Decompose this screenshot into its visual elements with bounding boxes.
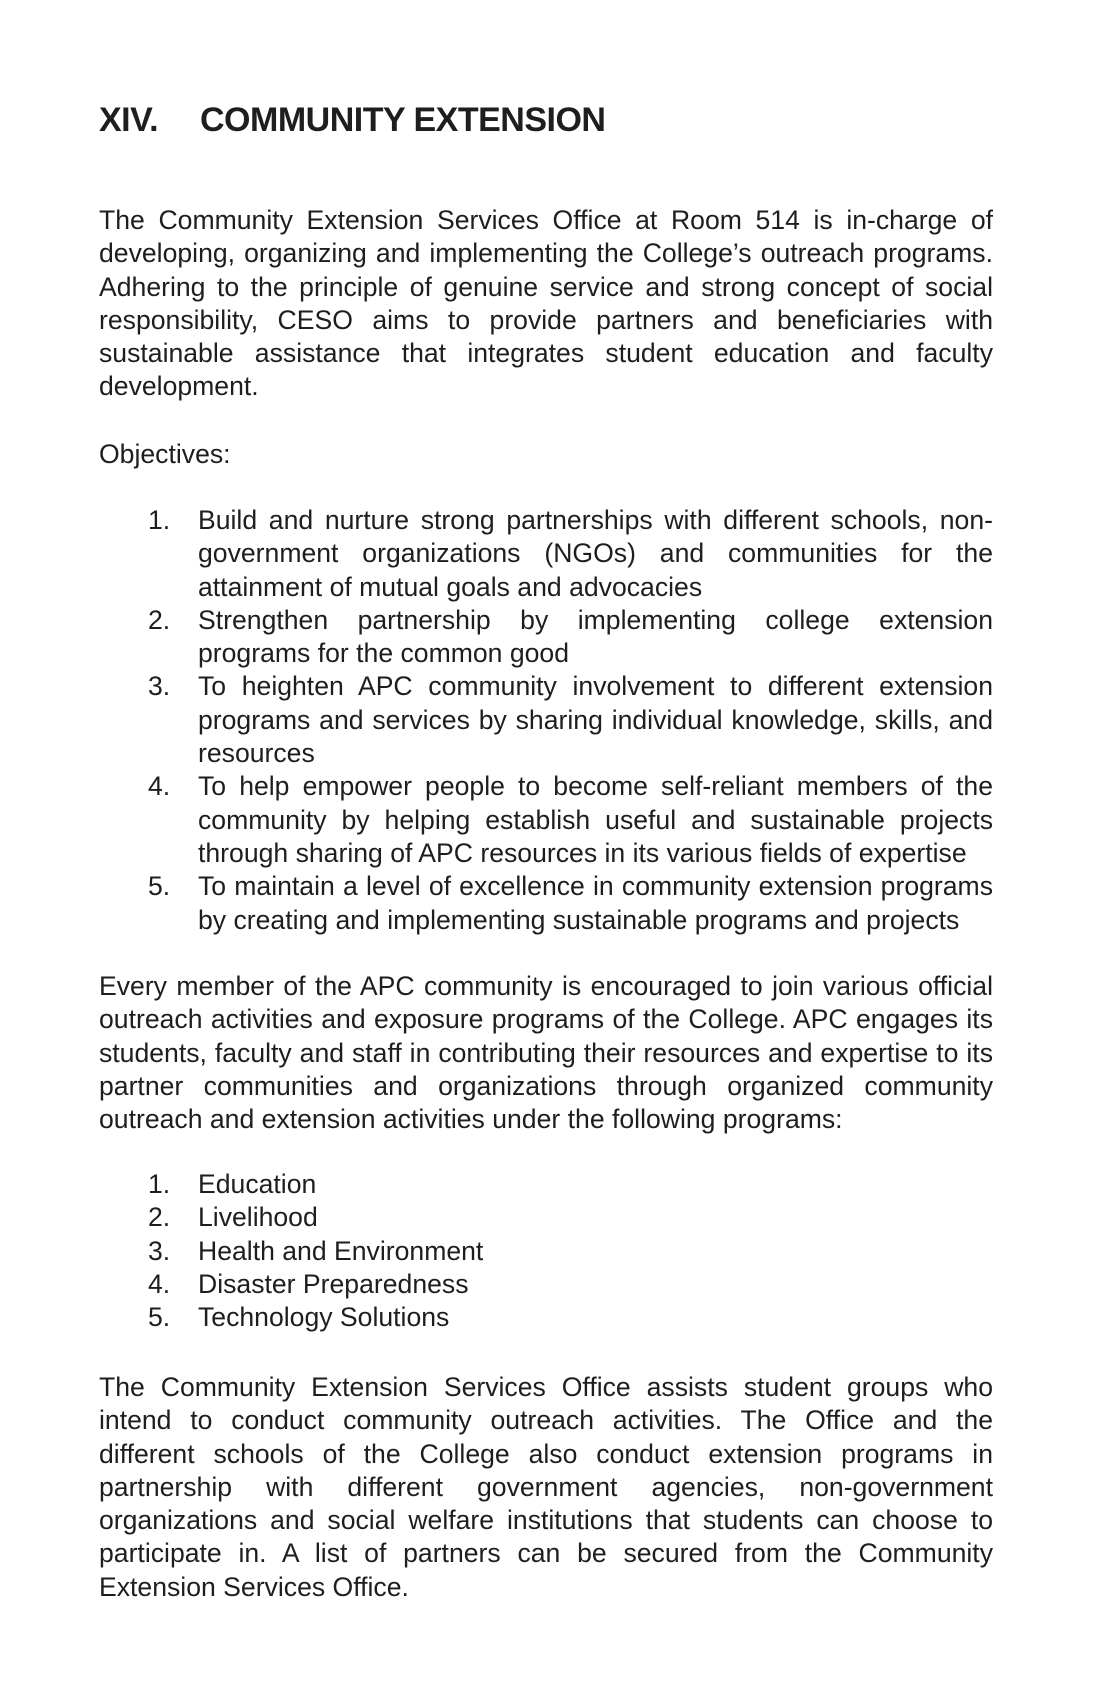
- list-item-number: 2.: [148, 604, 171, 635]
- list-item-number: 2.: [148, 1202, 171, 1233]
- list-item: [99, 770, 993, 870]
- list-item-text: Health and Environment: [198, 1235, 484, 1266]
- list-item-number: 1.: [148, 505, 171, 535]
- list-item-number: 5.: [148, 871, 171, 902]
- section-title: COMMUNITY EXTENSION: [200, 101, 606, 139]
- list-item: [99, 1235, 993, 1268]
- list-item: [99, 1168, 993, 1201]
- section-heading: [99, 98, 605, 142]
- list-item-text: To maintain a level of excellence in community extension programs by creating and implementing sustainable programs and projects: [198, 871, 993, 935]
- list-item-text: Technology Solutions: [198, 1302, 450, 1333]
- list-item-number: 3.: [148, 1235, 171, 1266]
- list-item-text: To help empower people to become self-reliant members of the community by helping establish useful and sustainable projects through sharing of APC resources in its various fields of expertise: [198, 771, 993, 868]
- programs-list: [99, 1168, 993, 1334]
- list-item: [99, 1268, 993, 1301]
- closing-paragraph: The Community Extension Services Office assists student groups who intend to conduct community outreach activities. The Office and the different schools of the College also conduct extension programs in partnership with different government agencies, non-government organizations and social welfare institutions that students can choose to participate in. A list of partners can be secured from the Community Extension Services Office.: [99, 1372, 993, 1602]
- intro-paragraph: The Community Extension Services Office at Room 514 is in-charge of developing, organizing and implementing the College’s outreach programs. Adhering to the principle of genuine service and strong concept of social responsibility, CESO aims to provide partners and beneficiaries with sustainable assistance that integrates student education and faculty development.: [99, 205, 993, 402]
- list-item-text: To heighten APC community involvement to different extension programs and services by sharing individual knowledge, skills, and resources: [198, 671, 993, 769]
- section-number: XIV.: [99, 101, 159, 139]
- list-item-number: 4.: [148, 771, 171, 802]
- objectives-list: [99, 504, 993, 937]
- list-item-text: Education: [198, 1169, 317, 1199]
- list-item: [99, 504, 993, 604]
- list-item: [99, 870, 993, 937]
- list-item-text: Disaster Preparedness: [198, 1268, 469, 1299]
- list-item: [99, 1201, 993, 1234]
- list-item: [99, 1301, 993, 1334]
- list-item-text: Livelihood: [198, 1202, 318, 1233]
- list-item-number: 3.: [148, 671, 171, 702]
- programs-paragraph: Every member of the APC community is encouraged to join various official outreach activities and exposure programs of the College. APC engages its students, faculty and staff in contributing their resources and expertise to its partner communities and organizations through organized community outreach and extension activities under the following programs:: [99, 971, 993, 1135]
- list-item-number: 4.: [148, 1268, 171, 1299]
- list-item-number: 1.: [148, 1169, 171, 1199]
- list-item: [99, 604, 993, 671]
- list-item-text: Strengthen partnership by implementing college extension programs for the common good: [198, 604, 993, 669]
- list-item-number: 5.: [148, 1302, 171, 1333]
- list-item: [99, 670, 993, 770]
- list-item-text: Build and nurture strong partnerships with different schools, non-government organizations (NGOs) and communities for the attainment of mutual goals and advocacies: [198, 505, 993, 602]
- objectives-label: Objectives:: [99, 439, 231, 469]
